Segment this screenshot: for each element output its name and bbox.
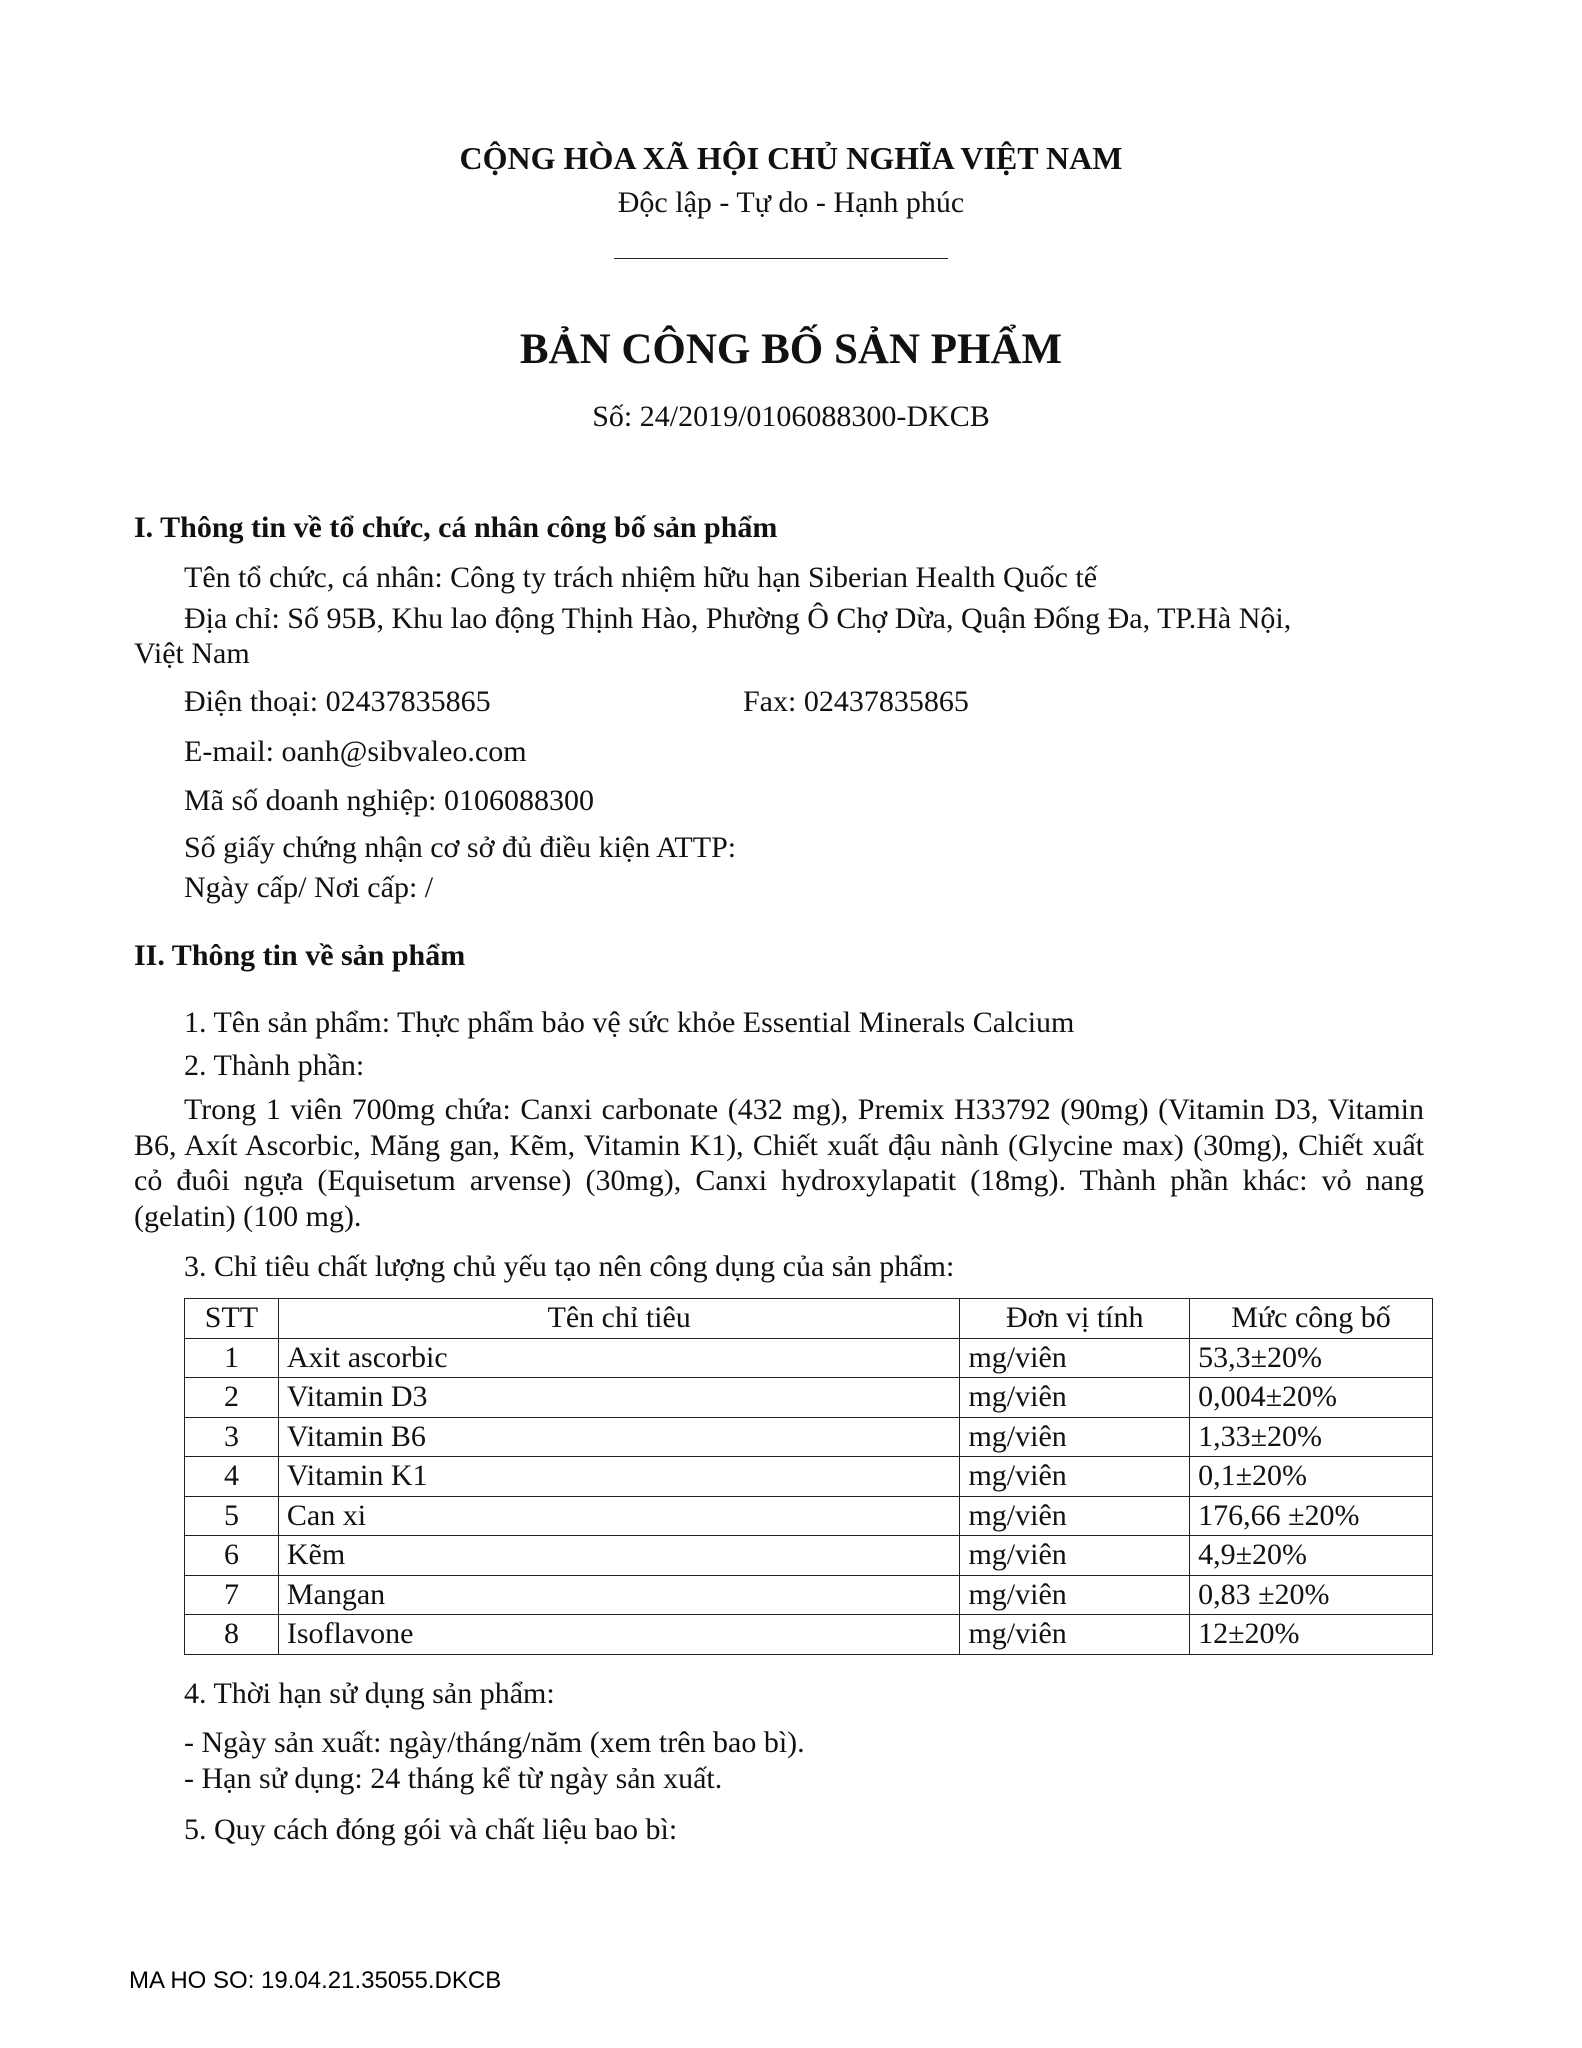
fax: Fax: 02437835865 bbox=[743, 685, 969, 718]
table-row bbox=[185, 1457, 1433, 1497]
section1-heading: I. Thông tin về tổ chức, cá nhân công bố sản phẩm bbox=[134, 511, 778, 544]
phone: Điện thoại: 02437835865 bbox=[184, 685, 491, 718]
cell-level: 0,83 ±20% bbox=[1190, 1575, 1433, 1615]
header-divider bbox=[614, 258, 948, 259]
email: E-mail: oanh@sibvaleo.com bbox=[184, 735, 527, 768]
cell-level: 1,33±20% bbox=[1190, 1417, 1433, 1457]
manufacture-date: - Ngày sản xuất: ngày/tháng/năm (xem trên bao bì). bbox=[184, 1726, 805, 1759]
col-header-level: Mức công bố bbox=[1190, 1299, 1433, 1339]
cell-stt: 8 bbox=[185, 1615, 279, 1655]
cell-unit: mg/viên bbox=[960, 1378, 1190, 1418]
col-header-name: Tên chỉ tiêu bbox=[278, 1299, 960, 1339]
cell-name: Mangan bbox=[278, 1575, 960, 1615]
issue-info: Ngày cấp/ Nơi cấp: / bbox=[184, 871, 434, 904]
cell-name: Isoflavone bbox=[278, 1615, 960, 1655]
cell-stt: 2 bbox=[185, 1378, 279, 1418]
document-number: Số: 24/2019/0106088300-DKCB bbox=[592, 400, 990, 433]
cell-stt: 7 bbox=[185, 1575, 279, 1615]
packaging-label: 5. Quy cách đóng gói và chất liệu bao bì: bbox=[184, 1813, 678, 1846]
col-header-stt: STT bbox=[185, 1299, 279, 1339]
product-name: 1. Tên sản phẩm: Thực phẩm bảo vệ sức khỏe Essential Minerals Calcium bbox=[184, 1006, 1075, 1039]
business-code: Mã số doanh nghiệp: 0106088300 bbox=[184, 784, 594, 817]
cell-level: 0,004±20% bbox=[1190, 1378, 1433, 1418]
cell-unit: mg/viên bbox=[960, 1457, 1190, 1497]
cell-name: Vitamin D3 bbox=[278, 1378, 960, 1418]
cell-unit: mg/viên bbox=[960, 1417, 1190, 1457]
cell-level: 4,9±20% bbox=[1190, 1536, 1433, 1576]
cell-level: 12±20% bbox=[1190, 1615, 1433, 1655]
cell-name: Vitamin B6 bbox=[278, 1417, 960, 1457]
cell-level: 53,3±20% bbox=[1190, 1338, 1433, 1378]
section2-heading: II. Thông tin về sản phẩm bbox=[134, 939, 466, 972]
cell-unit: mg/viên bbox=[960, 1575, 1190, 1615]
cell-name: Vitamin K1 bbox=[278, 1457, 960, 1497]
nation-heading: CỘNG HÒA XÃ HỘI CHỦ NGHĨA VIỆT NAM bbox=[459, 140, 1123, 176]
cell-level: 0,1±20% bbox=[1190, 1457, 1433, 1497]
composition-label: 2. Thành phần: bbox=[184, 1049, 365, 1082]
address-line1: Địa chỉ: Số 95B, Khu lao động Thịnh Hào, Phường Ô Chợ Dừa, Quận Đống Đa, TP.Hà Nội, bbox=[184, 602, 1292, 635]
attp-cert: Số giấy chứng nhận cơ sở đủ điều kiện ATTP: bbox=[184, 831, 737, 864]
cell-level: 176,66 ±20% bbox=[1190, 1496, 1433, 1536]
table-row bbox=[185, 1615, 1433, 1655]
cell-name: Kẽm bbox=[278, 1536, 960, 1576]
quality-criteria-label: 3. Chỉ tiêu chất lượng chủ yếu tạo nên công dụng của sản phẩm: bbox=[184, 1250, 955, 1283]
table-row bbox=[185, 1378, 1433, 1418]
cell-stt: 6 bbox=[185, 1536, 279, 1576]
expiry: - Hạn sử dụng: 24 tháng kể từ ngày sản xuất. bbox=[184, 1762, 723, 1795]
composition-text: Trong 1 viên 700mg chứa: Canxi carbonate (432 mg), Premix H33792 (90mg) (Vitamin D3, Vitamin B6, Axít Ascorbic, Măng gan, Kẽm, Vitamin K1), Chiết xuất đậu nành (Glycine max) (30mg), Chiết xuất cỏ đuôi ngựa (Equisetum arvense) (30mg), Canxi hydroxylapatit (18mg). Thành phần khác: vỏ nang (gelatin) (100 mg). bbox=[134, 1093, 1424, 1233]
col-header-unit: Đơn vị tính bbox=[960, 1299, 1190, 1339]
cell-unit: mg/viên bbox=[960, 1338, 1190, 1378]
cell-stt: 5 bbox=[185, 1496, 279, 1536]
table-row bbox=[185, 1536, 1433, 1576]
table-row bbox=[185, 1417, 1433, 1457]
cell-stt: 1 bbox=[185, 1338, 279, 1378]
table-row bbox=[185, 1575, 1433, 1615]
cell-unit: mg/viên bbox=[960, 1536, 1190, 1576]
motto: Độc lập - Tự do - Hạnh phúc bbox=[617, 186, 965, 219]
quality-table bbox=[184, 1298, 1433, 1655]
table-row bbox=[185, 1496, 1433, 1536]
cell-unit: mg/viên bbox=[960, 1615, 1190, 1655]
address-line2: Việt Nam bbox=[134, 637, 250, 670]
cell-unit: mg/viên bbox=[960, 1496, 1190, 1536]
table-row bbox=[185, 1338, 1433, 1378]
table-header-row bbox=[185, 1299, 1433, 1339]
cell-stt: 4 bbox=[185, 1457, 279, 1497]
cell-stt: 3 bbox=[185, 1417, 279, 1457]
cell-name: Axit ascorbic bbox=[278, 1338, 960, 1378]
shelf-life-label: 4. Thời hạn sử dụng sản phẩm: bbox=[184, 1677, 555, 1710]
org-name: Tên tổ chức, cá nhân: Công ty trách nhiệm hữu hạn Siberian Health Quốc tế bbox=[184, 561, 1098, 594]
document-title: BẢN CÔNG BỐ SẢN PHẨM bbox=[519, 326, 1063, 373]
cell-name: Can xi bbox=[278, 1496, 960, 1536]
dossier-code: MA HO SO: 19.04.21.35055.DKCB bbox=[129, 1967, 502, 1994]
